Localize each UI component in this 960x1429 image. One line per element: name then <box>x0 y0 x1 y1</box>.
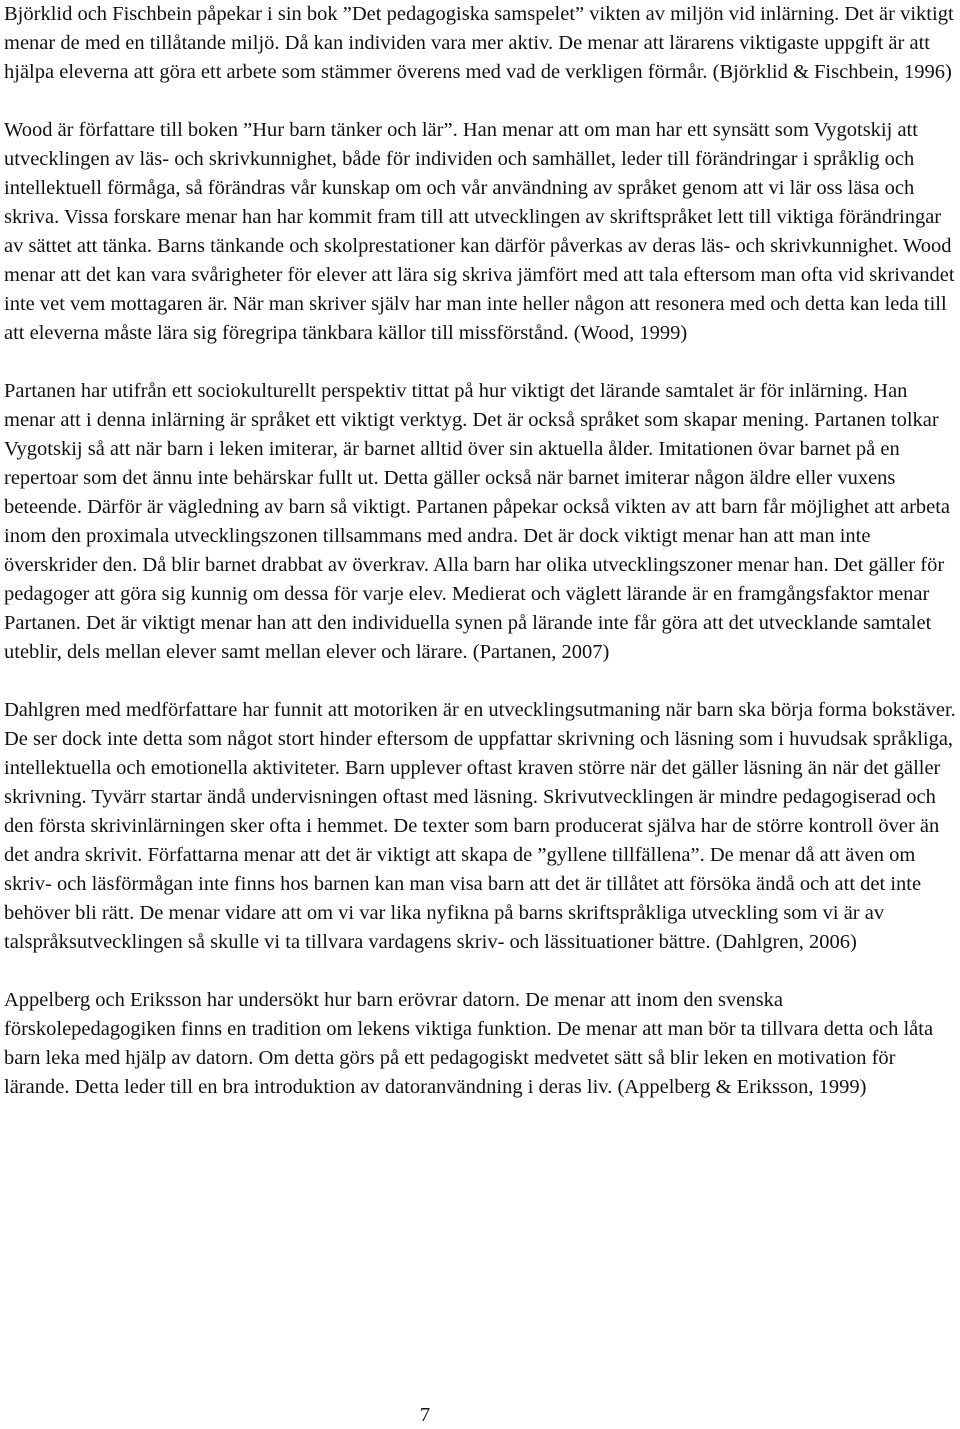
paragraph-dahlgren: Dahlgren med medförfattare har funnit att motoriken är en utvecklingsutmaning när barn ska börja forma bokstäver. De ser dock inte detta som något stort hinder eftersom de uppfattar skrivning och läsning som i huvudsak språkliga, intellektuella och emotionella aktiviteter. Barn upplever oftast kraven större när det gäller läsning än när det gäller skrivning. Tyvärr startar ändå undervisningen oftast med läsning. Skrivutvecklingen är mindre pedagogiserad och den första skrivinlärningen sker ofta i hemmet. De texter som barn producerat själva har de större kontroll över än det andra skrivit. Författarna menar att det är viktigt att skapa de ”gyllene tillfällena”. De menar då att även om skriv- och läsförmågan inte finns hos barnen kan man visa barn att det är tillåtet att försöka ändå och att det inte behöver bli rätt. De menar vidare att om vi var lika nyfikna på barns skriftspråkliga utveckling som vi är av talspråksutvecklingen så skulle vi ta tillvara vardagens skriv- och lässituationer bättre. (Dahlgren, 2006) <box>4 699 956 953</box>
paragraph-bjorklid-fischbein: Björklid och Fischbein påpekar i sin bok ”Det pedagogiska samspelet” vikten av miljön vid inlärning. Det är viktigt menar de med en tillåtande miljö. Då kan individen vara mer aktiv. De menar att lärarens viktigaste uppgift är att hjälpa eleverna att göra ett arbete som stämmer överens med vad de verkligen förmår. (Björklid & Fischbein, 1996) <box>4 3 954 83</box>
document-page <box>4 0 958 1131</box>
paragraph-partanen: Partanen har utifrån ett sociokulturellt perspektiv tittat på hur viktigt det lärande samtalet är för inlärning. Han menar att i denna inlärning är språket ett viktigt verktyg. Det är också språket som skapar mening. Partanen tolkar Vygotskij så att när barn i leken imiterar, är barnet alltid över sin aktuella ålder. Imitationen övar barnet på en repertoar som det ännu inte behärskar fullt ut. Detta gäller också när barnet imiterar någon äldre eller vuxens beteende. Därför är vägledning av barn så viktigt. Partanen påpekar också vikten av att barn får möjlighet att arbeta inom den proximala utvecklingszonen tillsammans med andra. Det är dock viktigt menar han att man inte överskrider den. Då blir barnet drabbat av överkrav. Alla barn har olika utvecklingszoner menar han. Det gäller för pedagoger att göra sig kunnig om dessa för varje elev. Medierat och väglett lärande är en framgångsfaktor menar Partanen. Det är viktigt menar han att den individuella synen på lärande inte får göra att det utvecklande samtalet uteblir, dels mellan elever samt mellan elever och lärare. (Partanen, 2007) <box>4 380 951 663</box>
page-number: 7 <box>419 1404 431 1426</box>
paragraph-wood: Wood är författare till boken ”Hur barn tänker och lär”. Han menar att om man har ett synsätt som Vygotskij att utvecklingen av läs- och skrivkunnighet, både för individen och samhället, leder till förändringar i språklig och intellektuell förmåga, så förändras vår kunskap om och vår användning av språket genom att vi lär oss läsa och skriva. Vissa forskare menar han har kommit fram till att utvecklingen av skriftspråket lett till viktiga förändringar av sättet att tänka. Barns tänkande och skolprestationer kan därför påverkas av deras läs- och skrivkunnighet. Wood menar att det kan vara svårigheter för elever att lära sig skriva jämfört med att tala eftersom man ofta vid skrivandet inte vet vem mottagaren är. När man skriver själv har man inte heller någon att resonera med och detta kan leda till att eleverna måste lära sig föregripa tänkbara källor till missförstånd. (Wood, 1999) <box>4 119 955 344</box>
paragraph-appelberg-eriksson: Appelberg och Eriksson har undersökt hur barn erövrar datorn. De menar att inom den svenska förskolepedagogiken finns en tradition om lekens viktiga funktion. De menar att man bör ta tillvara detta och låta barn leka med hjälp av datorn. Om detta görs på ett pedagogiskt medvetet sätt så blir leken en motivation för lärande. Detta leder till en bra introduktion av datoranvändning i deras liv. (Appelberg & Eriksson, 1999) <box>4 989 934 1098</box>
